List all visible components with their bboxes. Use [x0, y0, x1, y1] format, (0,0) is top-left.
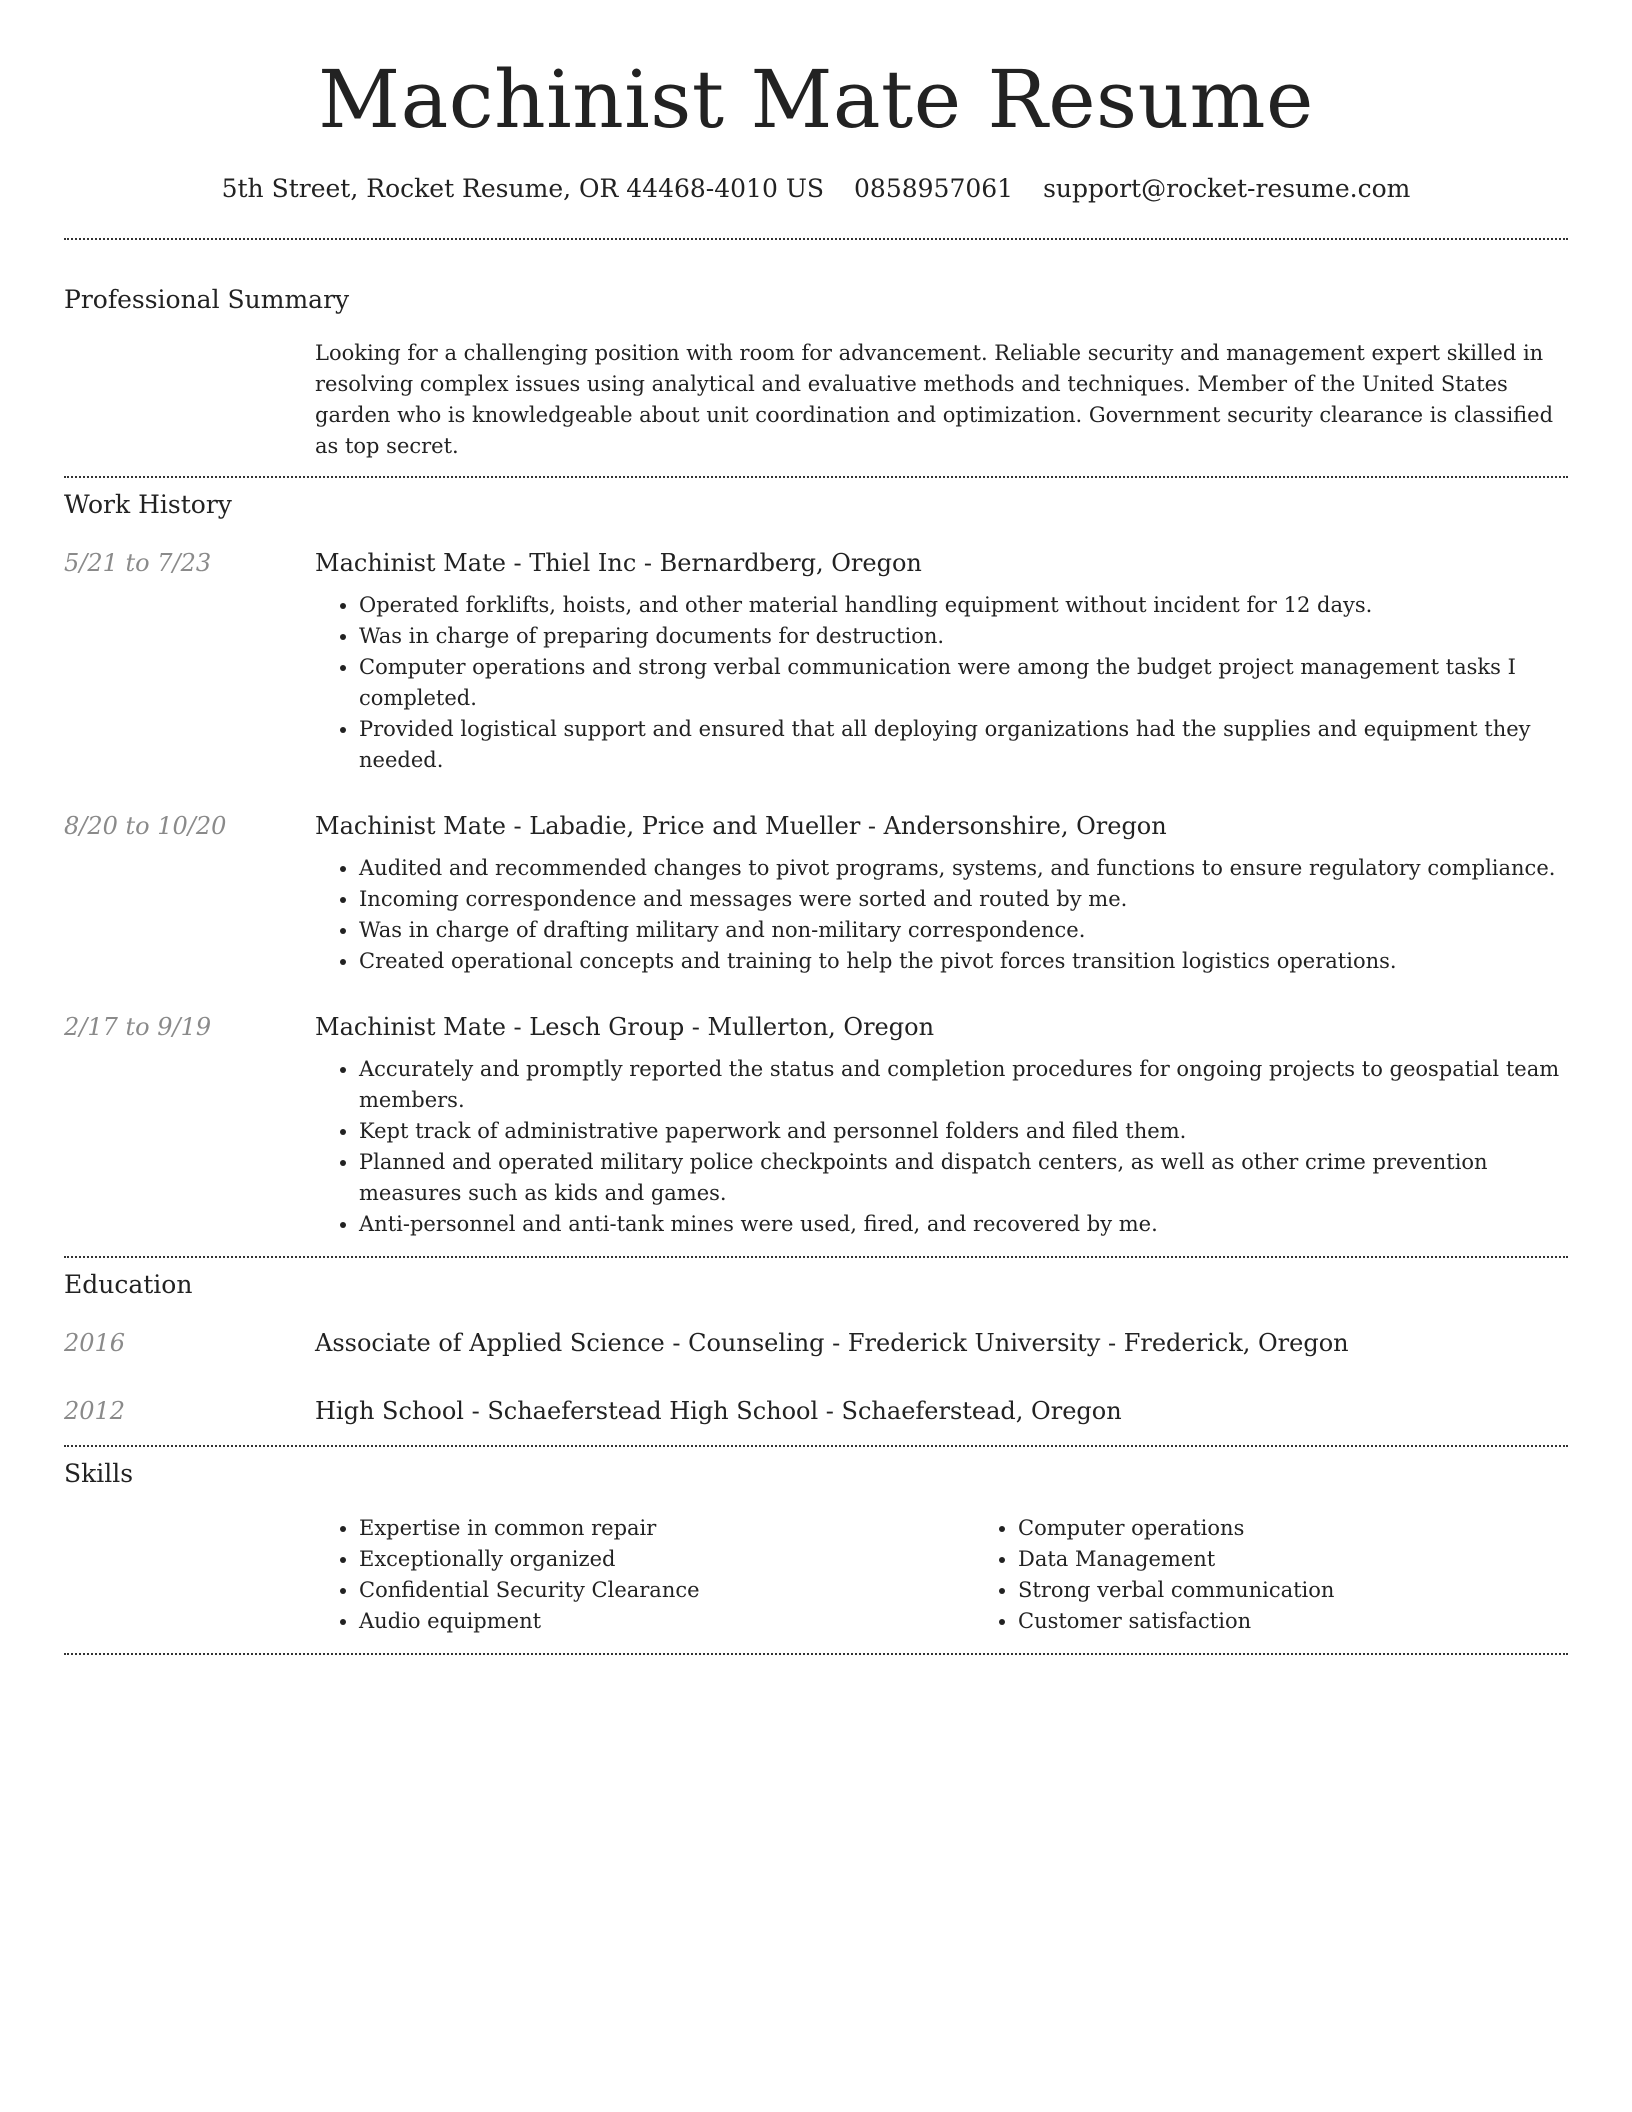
education-entry: [64, 1395, 1568, 1427]
section-title-summary: Professional Summary: [64, 285, 350, 314]
education-title: High School - Schaeferstead High School - Schaeferstead, Oregon: [315, 1397, 1122, 1425]
list-item: • Audited and recommended changes to pivot programs, systems, and functions to ensure regulatory compliance.: [359, 853, 1568, 884]
skills-list: [315, 1513, 974, 1637]
list-item: • Accurately and promptly reported the status and completion procedures for ongoing projects to geospatial team members.: [359, 1054, 1568, 1116]
list-item: • Provided logistical support and ensured that all deploying organizations had the supplies and equipment they needed.: [359, 714, 1568, 776]
education-entry: [64, 1327, 1568, 1359]
education-year: 2012: [64, 1397, 126, 1425]
skill-item: • Data Management: [1018, 1544, 1632, 1575]
section-title-education: Education: [64, 1270, 193, 1299]
contact-address: 5th Street, Rocket Resume, OR 44468-4010 US: [221, 174, 825, 203]
job-entry: [64, 547, 1568, 776]
skill-item: • Strong verbal communication: [1018, 1575, 1632, 1606]
section-title-work: Work History: [64, 490, 232, 519]
list-item: • Anti-personnel and anti-tank mines were used, fired, and recovered by me.: [359, 1209, 1568, 1240]
contact-phone: 0858957061: [854, 174, 1014, 203]
list-item: • Created operational concepts and training to help the pivot forces transition logistics operations.: [359, 946, 1568, 977]
skills-section: [64, 1447, 1568, 1637]
job-bullets: [315, 590, 1568, 776]
list-item: • Incoming correspondence and messages were sorted and routed by me.: [359, 884, 1568, 915]
list-item: • Operated forklifts, hoists, and other material handling equipment without incident for 12 days.: [359, 590, 1568, 621]
skills-list: [974, 1513, 1632, 1637]
summary-text: Looking for a challenging position with room for advancement. Reliable security and management expert skilled in resolving complex issues using analytical and evaluative methods and techniques. Member of the United States garden who is knowledgeable about unit coordination and optimization. Government security clearance is classified as top secret.: [315, 341, 1554, 458]
job-title: Machinist Mate - Thiel Inc - Bernardberg, Oregon: [315, 549, 922, 577]
job-dates: 2/17 to 9/19: [64, 1013, 212, 1041]
contact-info: [64, 172, 1568, 206]
page-title: Machinist Mate Resume: [318, 53, 1314, 146]
summary-row: [64, 338, 1568, 462]
education-title: Associate of Applied Science - Counseling - Frederick University - Frederick, Oregon: [315, 1329, 1349, 1357]
skills-columns: [315, 1513, 1632, 1637]
education-year: 2016: [64, 1329, 126, 1357]
education-section: [64, 1258, 1568, 1427]
list-item: • Planned and operated military police checkpoints and dispatch centers, as well as other crime prevention measures such as kids and games.: [359, 1147, 1568, 1209]
list-item: • Kept track of administrative paperwork and personnel folders and filed them.: [359, 1116, 1568, 1147]
contact-email: support@rocket-resume.com: [1043, 174, 1411, 203]
list-item: • Was in charge of drafting military and non-military correspondence.: [359, 915, 1568, 946]
skill-item: • Exceptionally organized: [359, 1544, 974, 1575]
job-dates: 5/21 to 7/23: [64, 549, 212, 577]
job-dates: 8/20 to 10/20: [64, 812, 227, 840]
list-item: • Computer operations and strong verbal communication were among the budget project management tasks I completed.: [359, 652, 1568, 714]
skill-item: • Confidential Security Clearance: [359, 1575, 974, 1606]
skill-item: • Customer satisfaction: [1018, 1606, 1632, 1637]
job-title: Machinist Mate - Lesch Group - Mullerton, Oregon: [315, 1013, 935, 1041]
job-entry: [64, 1011, 1568, 1240]
work-history-section: [64, 478, 1568, 1240]
resume-header: [64, 0, 1568, 206]
skill-item: • Computer operations: [1018, 1513, 1632, 1544]
skill-item: • Audio equipment: [359, 1606, 974, 1637]
job-bullets: [315, 853, 1568, 977]
skill-item: • Expertise in common repair: [359, 1513, 974, 1544]
job-bullets: [315, 1054, 1568, 1240]
list-item: • Was in charge of preparing documents for destruction.: [359, 621, 1568, 652]
section-title-skills: Skills: [64, 1459, 134, 1488]
divider: [64, 1653, 1568, 1655]
summary-section: [64, 240, 1568, 462]
job-entry: [64, 810, 1568, 977]
job-title: Machinist Mate - Labadie, Price and Mueller - Andersonshire, Oregon: [315, 812, 1167, 840]
